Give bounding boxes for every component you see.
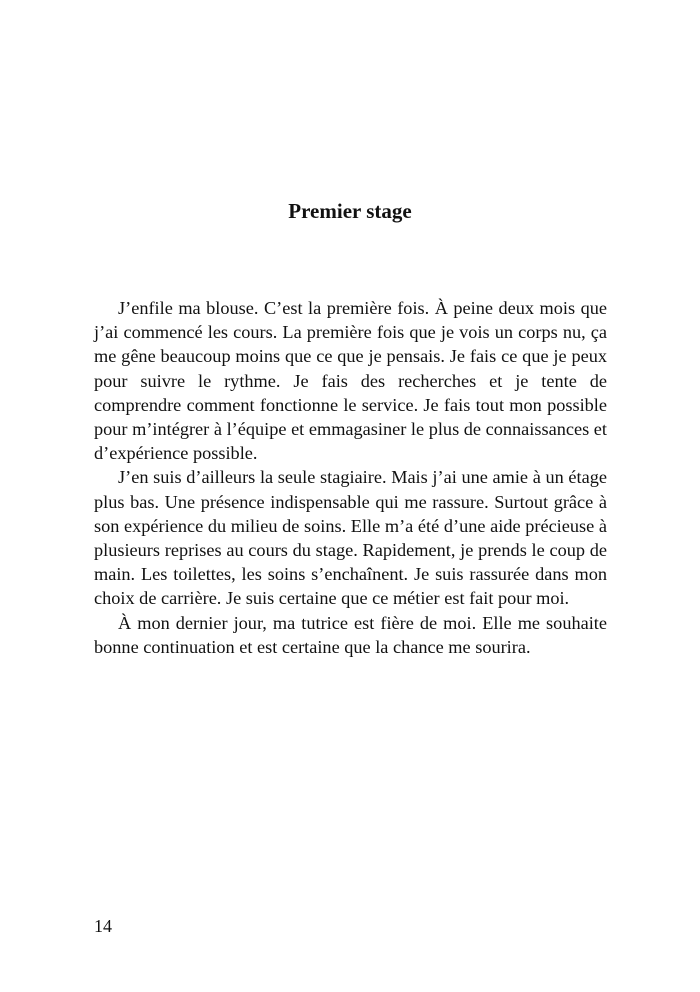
page-title: Premier stage: [288, 199, 412, 223]
paragraph-1: J’enfile ma blouse. C’est la première fois. À peine deux mois que j’ai commencé les cours. La première fois que je vois un corps nu, ça me gêne beaucoup moins que ce que je pensais. Je fais ce que je peux pour suivre le rythme. Je fais des recherches et je tente de comprendre comment fonctionne le service. Je fais tout mon possible pour m’intégrer à l’équipe et emmagasiner le plus de connaissances et d’expérience possible.: [94, 298, 607, 464]
page-number: 14: [94, 916, 112, 936]
paragraph-3: À mon dernier jour, ma tutrice est fière de moi. Elle me souhaite bonne continuation et est certaine que la chance me sourira.: [94, 612, 607, 657]
body-text: [94, 296, 607, 659]
paragraph-2: J’en suis d’ailleurs la seule stagiaire. Mais j’ai une amie à un étage plus bas. Une présence indispensable qui me rassure. Surtout grâce à son expérience du milieu de soins. Elle m’a été d’une aide précieuse à plusieurs reprises au cours du stage. Rapidement, je prends le coup de main. Les toilettes, les soins s’enchaînent. Je suis rassurée dans mon choix de carrière. Je suis certaine que ce métier est fait pour moi.: [94, 467, 607, 609]
